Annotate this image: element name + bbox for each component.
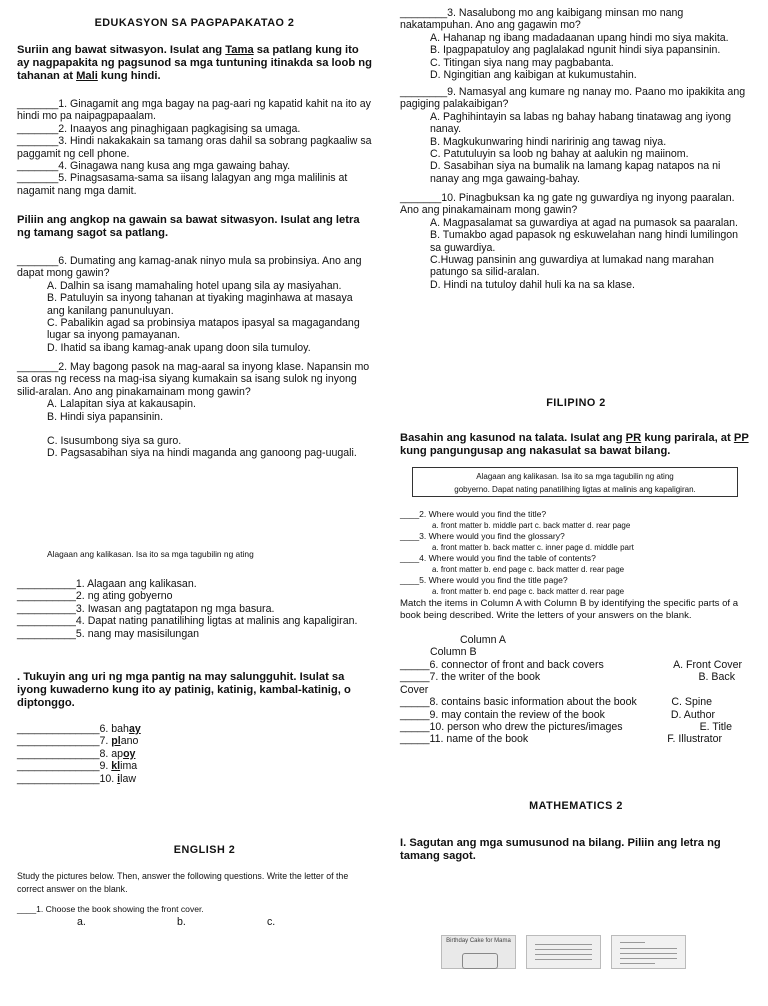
question-10	[400, 192, 752, 291]
match-row: _____7. the writer of the book B. Back	[400, 671, 735, 684]
true-false-list	[17, 98, 372, 197]
english-options	[17, 916, 372, 930]
math-title: MATHEMATICS 2	[529, 800, 623, 812]
english-title: ENGLISH 2	[173, 844, 236, 856]
match-row: _____6. connector of front and back covers A. Front Cover	[400, 659, 742, 671]
option: A. Hahanap ng ibang madadaanan upang hindi mo siya makita.	[430, 31, 729, 44]
syllable-item: ______________6. bahay	[17, 723, 141, 735]
box-line: Alagaan ang kalikasan. Isa ito sa mga tagubilin ng ating	[476, 472, 674, 481]
option: B. Patuluyin sa inyong tahanan at tiyaking maginhawa at masaya ang kanilang panunuluyan.	[47, 292, 353, 317]
mali-word: Mali	[76, 70, 98, 82]
thumb-title: Birthday Cake for Mama	[446, 938, 511, 944]
passage-text: Alagaan ang kalikasan. Isa ito sa mga tagubilin ng ating	[47, 549, 254, 559]
question-6	[17, 255, 372, 354]
options-line: a. front matter b. end page c. back matter d. rear page	[432, 565, 625, 574]
pr-word: PR	[625, 432, 642, 444]
match-row: _____9. may contain the review of the book D. Author	[400, 708, 715, 721]
option-c-label: c.	[267, 916, 276, 928]
option: B. Ipagpapatuloy ang paglalakad ngunit hindi siya papansinin.	[430, 44, 721, 57]
passage-item: __________4. Dapat nating panatilihing ligtas at malinis ang kapaligiran.	[17, 615, 358, 628]
option: A. Paghihintayin sa labas ng bahay habang tinatawag ang iyong nanay.	[430, 110, 731, 136]
passage-item: __________5. nang may masisilungan	[17, 627, 199, 640]
question-text: _______6. Dumating ang kamag-anak ninyo mula sa probinsiya. Ano ang dapat mong gawin?	[17, 255, 362, 280]
passage-item: __________3. Iwasan ang pagtatapon ng mga basura.	[17, 602, 275, 615]
option: C.Huwag pansinin ang guwardiya at lumakad nang marahan patungo sa silid-aralan.	[430, 254, 714, 279]
option: B. Tumakbo agad papasok ng eskuwelahan nang hindi lumilingon sa guwardiya.	[430, 229, 739, 254]
question-text: ____3. Where would you find the glossary?	[400, 531, 565, 541]
option: C. Titingan siya nang may pagbabanta.	[430, 56, 614, 69]
syllable-item: ______________9. klima	[17, 760, 138, 773]
passage-item: __________1. Alagaan ang kalikasan.	[17, 578, 197, 590]
book-page-image	[526, 935, 601, 969]
question-text: ________3. Nasalubong mo ang kaibigang minsan mo nang nakatampuhan. Ano ang gagawin mo?	[400, 7, 684, 32]
english-questions	[400, 509, 752, 597]
question-7	[17, 361, 372, 460]
match-list	[400, 659, 752, 746]
question-text: ____4. Where would you find the table of contents?	[400, 553, 596, 563]
tama-word: Tama	[225, 44, 254, 56]
instr-text: kung hindi.	[97, 70, 161, 82]
esp-instruction-3: . Tukuyin ang uri ng mga pantig na may salungguhit. Isulat sa iyong kuwaderno kung ito ay patinig, katinig, kambal-katinig, o diptonggo.	[17, 671, 351, 709]
option: D. Pagsasabihan siya na hindi maganda ang ganoong pag-uugali.	[47, 447, 357, 460]
match-row: _____10. person who drew the pictures/images E. Title	[400, 720, 732, 733]
question-text: _______2. May bagong pasok na mag-aaral sa inyong klase. Napansin mo sa oras ng recess na mag-isa siyang kumakain sa isang sulok ng inyong silid-aralan. Ano ang pinakamainam mong gawin?	[17, 361, 370, 398]
instr-text: Basahin ang kasunod na talata. Isulat ang	[400, 432, 626, 444]
option: B. Magkukunwaring hindi naririnig ang tawag niya.	[430, 135, 667, 148]
passage-item: __________2. ng ating gobyerno	[17, 590, 173, 603]
tf-item: _______1. Ginagamit ang mga bagay na pag-aari ng kapatid kahit na ito ay hindi mo pa naipagpapaalam.	[17, 98, 371, 123]
question-text: _______10. Pinagbuksan ka ng gate ng guwardiya ng inyong paaralan. Ano ang pinakamainam mong gawin?	[400, 192, 735, 217]
match-row: _____11. name of the book F. Illustrator	[400, 733, 722, 746]
option-b-label: b.	[177, 916, 186, 928]
option: D. Ngingitian ang kaibigan at kukumustahin.	[430, 69, 637, 82]
question-9	[400, 86, 752, 185]
filipino-instruction	[400, 432, 752, 458]
passage-items	[17, 578, 372, 640]
syllable-list	[17, 723, 372, 785]
syllable-item: ______________8. apoy	[17, 747, 136, 760]
instr-text: kung parirala, at	[641, 432, 734, 444]
option: A. Lalapitan siya at kakausapin.	[47, 398, 196, 411]
math-instruction: I. Sagutan ang mga sumusunod na bilang. Piliin ang letra ng tamang sagot.	[400, 837, 721, 862]
cake-illustration	[462, 953, 498, 969]
question-text: ____2. Where would you find the title?	[400, 509, 547, 519]
options-line: a. front matter b. back matter c. inner page d. middle part	[432, 543, 634, 552]
tf-item: _______2. Inaayos ang pinaghigaan pagkagising sa umaga.	[17, 122, 301, 135]
box-line: gobyerno. Dapat nating panatilihing ligtas at malinis ang kapaligiran.	[454, 485, 696, 494]
option: C. Patutuluyin sa loob ng bahay at aalukin ng maiinom.	[430, 148, 689, 161]
option: C. Isusumbong siya sa guro.	[47, 435, 182, 448]
instr-text: kung pangungusap ang nakasulat sa bawat bilang.	[400, 445, 671, 457]
option-a-label: a.	[77, 916, 86, 928]
option: D. Sasabihan siya na bumalik na lamang kapag natapos na ni nanay ang mga gawaing-bahay.	[430, 160, 721, 185]
column-b-header: Column B	[430, 646, 477, 658]
match-instruction: Match the items in Column A with Column B by identifying the specific parts of a book being described. Write the letters of your answers on the blank.	[400, 598, 739, 621]
english-instruction: Study the pictures below. Then, answer the following questions. Write the letter of the correct answer on the blank.	[17, 871, 349, 894]
option: D. Hindi na tutuloy dahil huli ka na sa klase.	[430, 278, 635, 291]
pp-word: PP	[733, 432, 749, 444]
match-row: Cover	[400, 683, 429, 696]
option: A. Dalhin sa isang mamahaling hotel upang sila ay masiyahan.	[47, 279, 342, 292]
question-3	[400, 7, 752, 81]
syllable-item: ______________7. plano	[17, 735, 139, 748]
instr-text: sa patlang kung ito ay nagpapakita ng pagsunod sa mga tuntuning itinakda sa loob ng tahanan at	[17, 44, 372, 82]
option: D. Ihatid sa ibang kamag-anak upang doon sila tumuloy.	[47, 341, 311, 354]
passage-box	[412, 467, 738, 497]
syllable-item: ______________10. ilaw	[17, 772, 137, 785]
option: A. Magpasalamat sa guwardiya at agad na pumasok sa paaralan.	[430, 216, 738, 229]
book-back-page-image	[611, 935, 686, 969]
english-question-1: ____1. Choose the book showing the front cover.	[17, 904, 204, 914]
esp-instruction-1	[17, 44, 372, 83]
book-front-cover-image	[441, 935, 516, 969]
tf-item: _______5. Pinagsasama-sama sa iisang lalagyan ang mga malilinis at nagamit nang mga damit.	[17, 172, 348, 197]
filipino-title: FILIPINO 2	[546, 397, 606, 409]
match-row: _____8. contains basic information about the book C. Spine	[400, 696, 712, 709]
instr-text: Suriin ang bawat sitwasyon. Isulat ang	[17, 44, 226, 56]
tf-item: _______4. Ginagawa nang kusa ang mga gawaing bahay.	[17, 160, 291, 173]
esp-title: EDUKASYON SA PAGPAPAKATAO 2	[94, 17, 295, 29]
options-line: a. front matter b. middle part c. back matter d. rear page	[432, 521, 631, 530]
option: C. Pabalikin agad sa probinsiya matapos ipasyal sa magagandang lugar sa inyong pamayanan.	[47, 317, 360, 342]
options-line: a. front matter b. end page c. back matter d. rear page	[432, 587, 625, 596]
column-a-header: Column A	[460, 634, 506, 646]
question-text: ____5. Where would you find the title page?	[400, 575, 568, 585]
tf-item: _______3. Hindi nakakakain sa tamang oras dahil sa sobrang pagkaaliw sa paggamit ng cell phone.	[17, 135, 372, 160]
esp-instruction-2: Piliin ang angkop na gawain sa bawat sitwasyon. Isulat ang letra ng tamang sagot sa patlang.	[17, 214, 360, 239]
option: B. Hindi siya papansinin.	[47, 410, 164, 423]
question-text: ________9. Namasyal ang kumare ng nanay mo. Paano mo ipakikita ang pagiging palakaibigan?	[400, 86, 746, 111]
book-thumbnails	[441, 935, 691, 971]
